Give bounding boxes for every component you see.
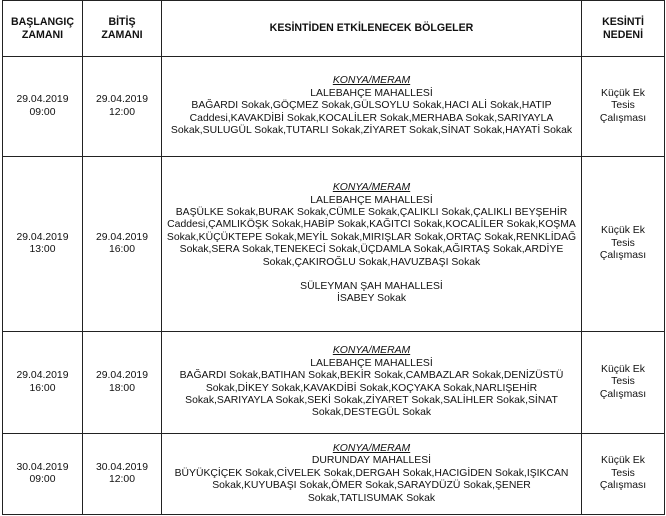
end-time-cell: 29.04.2019 12:00 — [83, 57, 162, 157]
table-row — [3, 332, 665, 434]
affected-areas-cell — [162, 157, 582, 332]
table-row — [3, 157, 665, 332]
start-time-cell: 29.04.2019 09:00 — [3, 57, 83, 157]
street-list: BAĞARDI Sokak,BATIHAN Sokak,BEKİR Sokak,CAMBAZLAR Sokak,DENİZÜSTÜ Sokak,DİKEY Sokak,KAVAKDİBİ Sokak,KOÇYAKA Sokak,NARLIŞEHİR Sokak,SARIYAYLA Sokak,SEKİ Sokak,ZİYARET Sokak,SALİHLER Sokak,SİNAT Sokak,DESTEGÜL Sokak — [179, 370, 564, 419]
neighborhood-name: DURUNDAY MAHALLESİ — [311, 455, 432, 467]
reason-cell: Küçük Ek Tesis Çalışması — [582, 57, 665, 157]
end-time-cell: 29.04.2019 18:00 — [83, 332, 162, 434]
header-reason: KESİNTİ NEDENİ — [582, 1, 665, 57]
header-start-time: BAŞLANGIÇ ZAMANI — [3, 1, 83, 57]
header-end-time: BİTİŞ ZAMANI — [83, 1, 162, 57]
end-time-cell: 29.04.2019 16:00 — [83, 157, 162, 332]
reason-cell: Küçük Ek Tesis Çalışması — [582, 157, 665, 332]
power-outage-table — [2, 0, 665, 515]
table-row — [3, 434, 665, 515]
start-time-cell: 29.04.2019 16:00 — [3, 332, 83, 434]
district-name: KONYA/MERAM — [332, 345, 411, 357]
affected-areas-cell — [162, 434, 582, 515]
reason-cell: Küçük Ek Tesis Çalışması — [582, 332, 665, 434]
district-name: KONYA/MERAM — [332, 75, 411, 87]
street-list: İSABEY Sokak — [336, 293, 407, 305]
street-list: BAŞÜLKE Sokak,BURAK Sokak,CÜMLE Sokak,ÇALIKLI Sokak,ÇALIKLI BEYŞEHİR Caddesi,ÇAMLIKÖŞK Sokak,HABİP Sokak,KAĞITCI Sokak,KOCALİLER Sokak,KOŞMA Sokak,KÜÇÜKTEPE Sokak,MEYİL Sokak,MIRIŞLAR Sokak,ORTAÇ Sokak,RENKLİDAĞ Sokak,SERA Sokak,TENEKECİ Sokak,ÜÇDAMLA Sokak,AĞIRTAŞ Sokak,ARDİYE Sokak,ÇAKIROĞLU Sokak,HAVUZBAŞI Sokak — [166, 206, 577, 268]
table-row — [3, 57, 665, 157]
affected-areas-cell — [162, 332, 582, 434]
end-time-cell: 30.04.2019 12:00 — [83, 434, 162, 515]
reason-cell: Küçük Ek Tesis Çalışması — [582, 434, 665, 515]
start-time-cell: 30.04.2019 09:00 — [3, 434, 83, 515]
neighborhood-name: LALEBAHÇE MAHALLESİ — [310, 87, 433, 99]
district-name: KONYA/MERAM — [332, 182, 411, 194]
table-header-row — [3, 1, 665, 57]
district-name: KONYA/MERAM — [332, 442, 411, 454]
street-list: BAĞARDI Sokak,GÖÇMEZ Sokak,GÜLSOYLU Sokak,HACI ALİ Sokak,HATIP Caddesi,KAVAKDİBİ Sokak,KOCALİLER Sokak,MERHABA Sokak,SARIYAYLA Sokak,SULUGÜL Sokak,TUTARLI Sokak,ZİYARET Sokak,SİNAT Sokak,HAYATİ Sokak — [170, 100, 573, 137]
affected-areas-cell — [162, 57, 582, 157]
neighborhood-name: LALEBAHÇE MAHALLESİ — [310, 194, 433, 206]
street-list: BÜYÜKÇİÇEK Sokak,CİVELEK Sokak,DERGAH Sokak,HACIGİDEN Sokak,IŞIKCAN Sokak,KUYUBAŞI Sokak,ÖMER Sokak,SARAYDÜZÜ Sokak,ŞENER Sokak,TATLISUMAK Sokak — [174, 467, 569, 504]
neighborhood-name: SÜLEYMAN ŞAH MAHALLESİ — [300, 281, 443, 293]
header-affected-areas: KESİNTİDEN ETKİLENECEK BÖLGELER — [162, 1, 582, 57]
neighborhood-name: LALEBAHÇE MAHALLESİ — [310, 357, 433, 369]
start-time-cell: 29.04.2019 13:00 — [3, 157, 83, 332]
